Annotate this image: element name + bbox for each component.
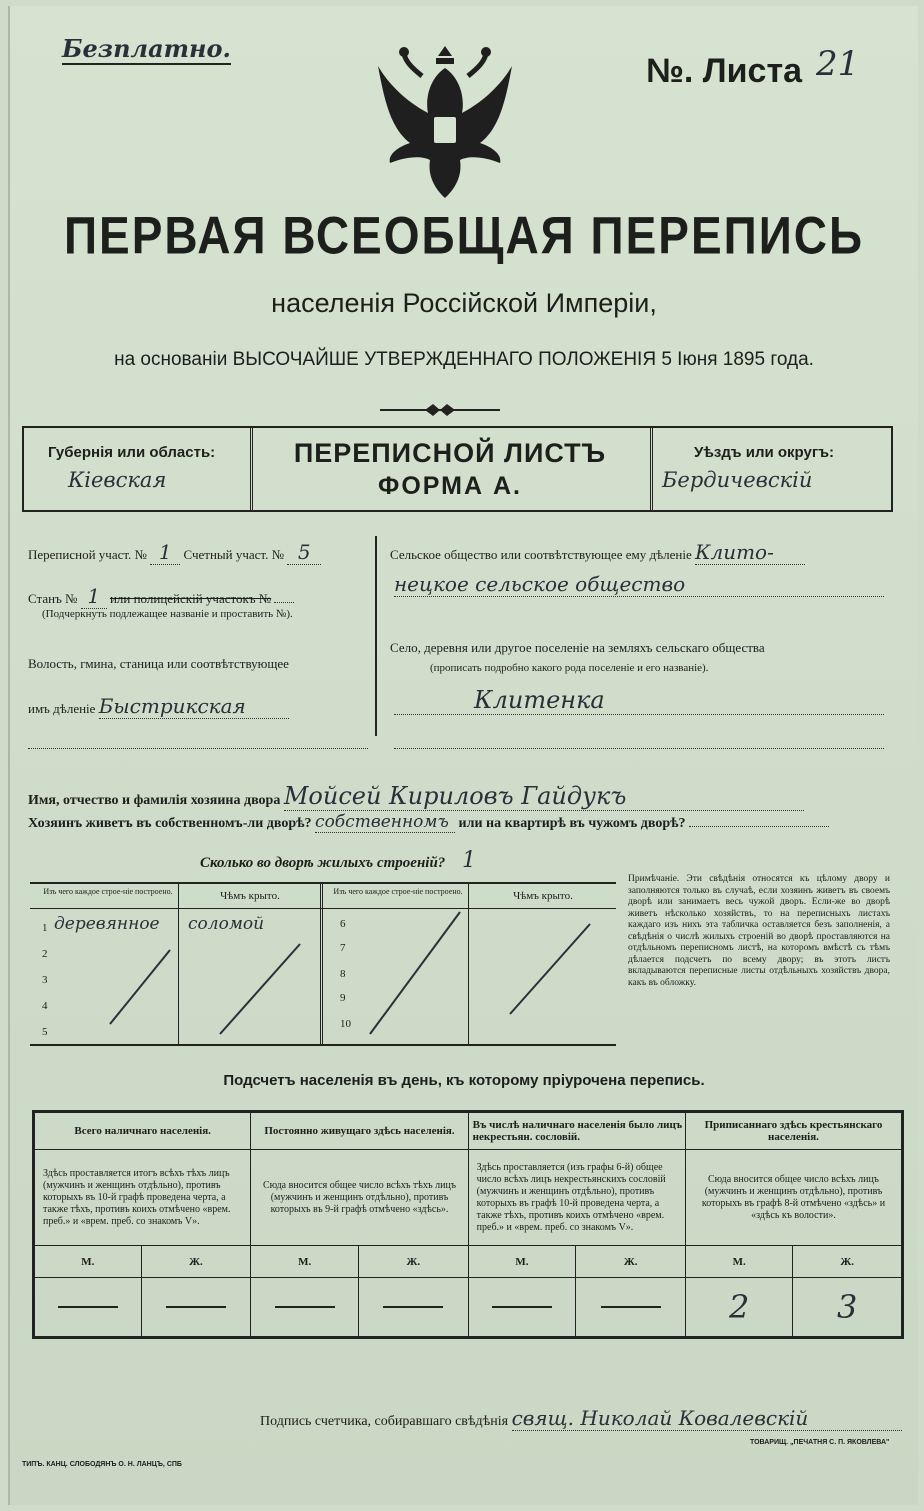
bldg-row-num: 7 bbox=[340, 942, 346, 954]
bldg-row1-roof: соломой bbox=[188, 914, 265, 934]
col2-m-value bbox=[251, 1278, 359, 1338]
stan-value: 1 bbox=[81, 584, 107, 609]
bldg-head-roof-right: Чѣмъ крыто. bbox=[513, 890, 573, 902]
col1-zh-value bbox=[141, 1278, 251, 1338]
col1-m: М. bbox=[34, 1246, 142, 1278]
col3-head: Въ числѣ наличнаго населенія было лицъ некрестьян. сословій. bbox=[468, 1112, 685, 1150]
obshchestvo-label: Сельское общество или соотвѣтствующее ему дѣленіе bbox=[390, 547, 692, 562]
owner-lives-value: собственномъ bbox=[315, 812, 455, 833]
buildings-table bbox=[30, 882, 616, 1046]
obshchestvo-value1: Клито- bbox=[695, 540, 805, 565]
sheet-number-label: №. Листа bbox=[646, 52, 803, 90]
owner-lives-label2: или на квартирѣ въ чужомъ дворѣ? bbox=[458, 816, 686, 831]
obshchestvo-row bbox=[390, 540, 805, 565]
sheet-number-value: 21 bbox=[816, 44, 860, 84]
page-subtitle: населенія Россійской Имперіи, bbox=[271, 288, 657, 318]
obshchestvo-value2: нецкое сельское общество bbox=[394, 572, 884, 597]
ornament-divider bbox=[380, 402, 500, 418]
owner-lives-label: Хозяинъ живетъ въ собственномъ-ли дворѣ? bbox=[28, 816, 312, 831]
col3-text: Здѣсь проставляется (изъ графы 6-й) общее число всѣхъ лицъ некрестьянскихъ сословій (мужчинъ и женщинъ отдѣльно), противъ которыхъ въ графѣ 10-й проведена черта, а также тѣхъ, противъ коихъ отмѣчено «врем. преб.» и «врем. преб. со знакомъ V». bbox=[468, 1150, 685, 1246]
bldg-row-num: 5 bbox=[42, 1026, 48, 1038]
col2-m: М. bbox=[251, 1246, 359, 1278]
signature-label: Подпись счетчика, собиравшаго свѣдѣнія bbox=[260, 1414, 509, 1429]
buildings-row bbox=[200, 848, 489, 873]
col4-text: Сюда вносится общее число всѣхъ лицъ (мужчинъ и женщинъ отдѣльно), противъ которыхъ въ графѣ 8-й отмѣчено «здѣсь» и «здѣсь къ волости». bbox=[685, 1150, 902, 1246]
col3-zh: Ж. bbox=[576, 1246, 686, 1278]
col4-m: М. bbox=[685, 1246, 792, 1278]
selo-label: Село, деревня или другое поселеніе на земляхъ сельскаго общества bbox=[390, 640, 765, 655]
selo-note: (прописать подробно какого рода поселеніе и его названіе). bbox=[430, 662, 709, 674]
imperial-eagle-emblem bbox=[370, 38, 520, 203]
volost-label: Волость, гмина, станица или соотвѣтствующее bbox=[28, 656, 289, 671]
stan-note: (Подчеркнуть подлежащее названіе и проставить №). bbox=[42, 608, 293, 620]
schetny-label: Счетный участ. № bbox=[183, 547, 285, 562]
selo-extra-line bbox=[394, 748, 884, 749]
gubernia-value: Кіевская bbox=[68, 468, 167, 492]
buildings-note: Примѣчаніе. Эти свѣдѣнія относятся къ цѣлому двору и заполняются только въ случаѣ, если хозяинъ живетъ въ своемъ дворѣ или занимаетъ весь чужой дворъ. Если-же во дворѣ живетъ нѣсколько хозяйствъ, то на переписныхъ листахъ каждаго изъ нихъ эта табличка оставляется безъ заполненія, а свѣдѣнія о числѣ жилыхъ строеній во дворѣ проставляются на отдѣльномъ переписномъ листѣ, на которомъ вмѣстѣ съ тѣмъ дѣлается подсчетъ по всему двору; въ этотъ листъ вкладываются переписные листы отдѣльныхъ хозяйствъ двора, какъ въ обложку. bbox=[628, 874, 890, 988]
population-count-table bbox=[32, 1110, 904, 1339]
owner-name-value: Мойсей Кириловъ Гайдукъ bbox=[284, 782, 804, 811]
col2-text: Сюда вносится общее число всѣхъ тѣхъ лицъ (мужчинъ и женщинъ отдѣльно), противъ которыхъ въ 9-й графѣ отмѣчено «здѣсь». bbox=[251, 1150, 468, 1246]
form-code: ФОРМА А. bbox=[378, 472, 522, 500]
col1-text: Здѣсь проставляется итогъ всѣхъ тѣхъ лицъ (мужчинъ и женщинъ отдѣльно), противъ которыхъ въ 10-й графѣ проведена черта, а также тѣхъ, противъ коихъ отмѣчено «врем. преб.» и «врем. преб. со знакомъ V». bbox=[34, 1150, 251, 1246]
col4-zh: Ж. bbox=[793, 1246, 903, 1278]
uchastok-value: 1 bbox=[150, 540, 180, 565]
bldg-head-material-right: Изъ чего каждое строе-ніе построено. bbox=[333, 887, 463, 896]
bldg-cross-out-strokes bbox=[30, 884, 616, 1044]
uchastok-row bbox=[28, 540, 321, 565]
col2-zh: Ж. bbox=[359, 1246, 469, 1278]
col1-zh: Ж. bbox=[141, 1246, 251, 1278]
col3-zh-value bbox=[576, 1278, 686, 1338]
selo-value: Клитенка bbox=[394, 686, 884, 715]
col2-zh-value bbox=[359, 1278, 469, 1338]
printer-left: ТИПЪ. КАНЦ. СЛОБОДЯНЪ О. Н. ЛАНЦЪ, СПБ bbox=[22, 1461, 182, 1468]
bldg-row-num: 2 bbox=[42, 948, 48, 960]
basis-line: на основаніи ВЫСОЧАЙШЕ УТВЕРЖДЕННАГО ПОЛОЖЕНІЯ 5 Іюня 1895 года. bbox=[114, 349, 814, 370]
col4-m-value: 2 bbox=[685, 1278, 792, 1338]
volost-label2: имъ дѣленіе bbox=[28, 701, 96, 716]
count-title: Подсчетъ населенія въ день, къ которому пріурочена перепись. bbox=[223, 1072, 705, 1089]
signature-row bbox=[260, 1406, 902, 1431]
col3-m: М. bbox=[468, 1246, 576, 1278]
uezd-label: Уѣздъ или округъ: bbox=[694, 444, 835, 461]
printer-right: ТОВАРИЩ. „ПЕЧАТНЯ С. П. ЯКОВЛЕВА" bbox=[750, 1439, 890, 1446]
stan-row bbox=[28, 584, 294, 609]
uezd-value: Бердичевскій bbox=[662, 468, 813, 492]
col3-m-value bbox=[468, 1278, 576, 1338]
volost-extra-line bbox=[28, 748, 368, 749]
bldg-row1-material: деревянное bbox=[54, 914, 160, 934]
bldg-row-num: 3 bbox=[42, 974, 48, 986]
schetny-value: 5 bbox=[287, 540, 321, 565]
col1-m-value bbox=[34, 1278, 142, 1338]
census-sheet bbox=[8, 6, 918, 1505]
bldg-row-num: 4 bbox=[42, 1000, 48, 1012]
bldg-row-num: 8 bbox=[340, 968, 346, 980]
col2-head: Постоянно живущаго здѣсь населенія. bbox=[251, 1112, 468, 1150]
volost-value: Быстрикская bbox=[99, 694, 289, 719]
col4-zh-value: 3 bbox=[793, 1278, 903, 1338]
uchastok-label: Переписной участ. № bbox=[28, 547, 147, 562]
bldg-row-num: 1 bbox=[42, 922, 48, 934]
col1-head: Всего наличнаго населенія. bbox=[34, 1112, 251, 1150]
bldg-head-material-left: Изъ чего каждое строе-ніе построено. bbox=[43, 887, 173, 896]
bldg-row-num: 6 bbox=[340, 918, 346, 930]
free-label: Безплатно. bbox=[62, 34, 231, 63]
stan-label: Станъ № bbox=[28, 591, 78, 606]
bldg-row-num: 10 bbox=[340, 1018, 351, 1030]
form-heading: ПЕРЕПИСНОЙ ЛИСТЪ bbox=[293, 438, 607, 468]
bldg-row-num: 9 bbox=[340, 992, 346, 1004]
stan-alt: или полицейскій участокъ № bbox=[109, 591, 272, 606]
owner-lives-row bbox=[28, 812, 829, 833]
location-divider bbox=[375, 536, 377, 736]
volost-row bbox=[28, 694, 298, 719]
owner-name-label: Имя, отчество и фамилія хозяина двора bbox=[28, 793, 281, 808]
buildings-label: Сколько во дворѣ жилыхъ строеній? bbox=[200, 855, 446, 871]
bldg-head-roof-left: Чѣмъ крыто. bbox=[220, 890, 280, 902]
buildings-value: 1 bbox=[462, 848, 477, 873]
page-title: ПЕРВАЯ ВСЕОБЩАЯ ПЕРЕПИСЬ bbox=[63, 205, 865, 265]
col4-head: Приписаннаго здѣсь крестьянскаго населенія. bbox=[685, 1112, 902, 1150]
gubernia-label: Губернія или область: bbox=[48, 444, 216, 461]
signature-value: свящ. Николай Ковалевскій bbox=[512, 1406, 902, 1431]
owner-name-row bbox=[28, 782, 804, 811]
